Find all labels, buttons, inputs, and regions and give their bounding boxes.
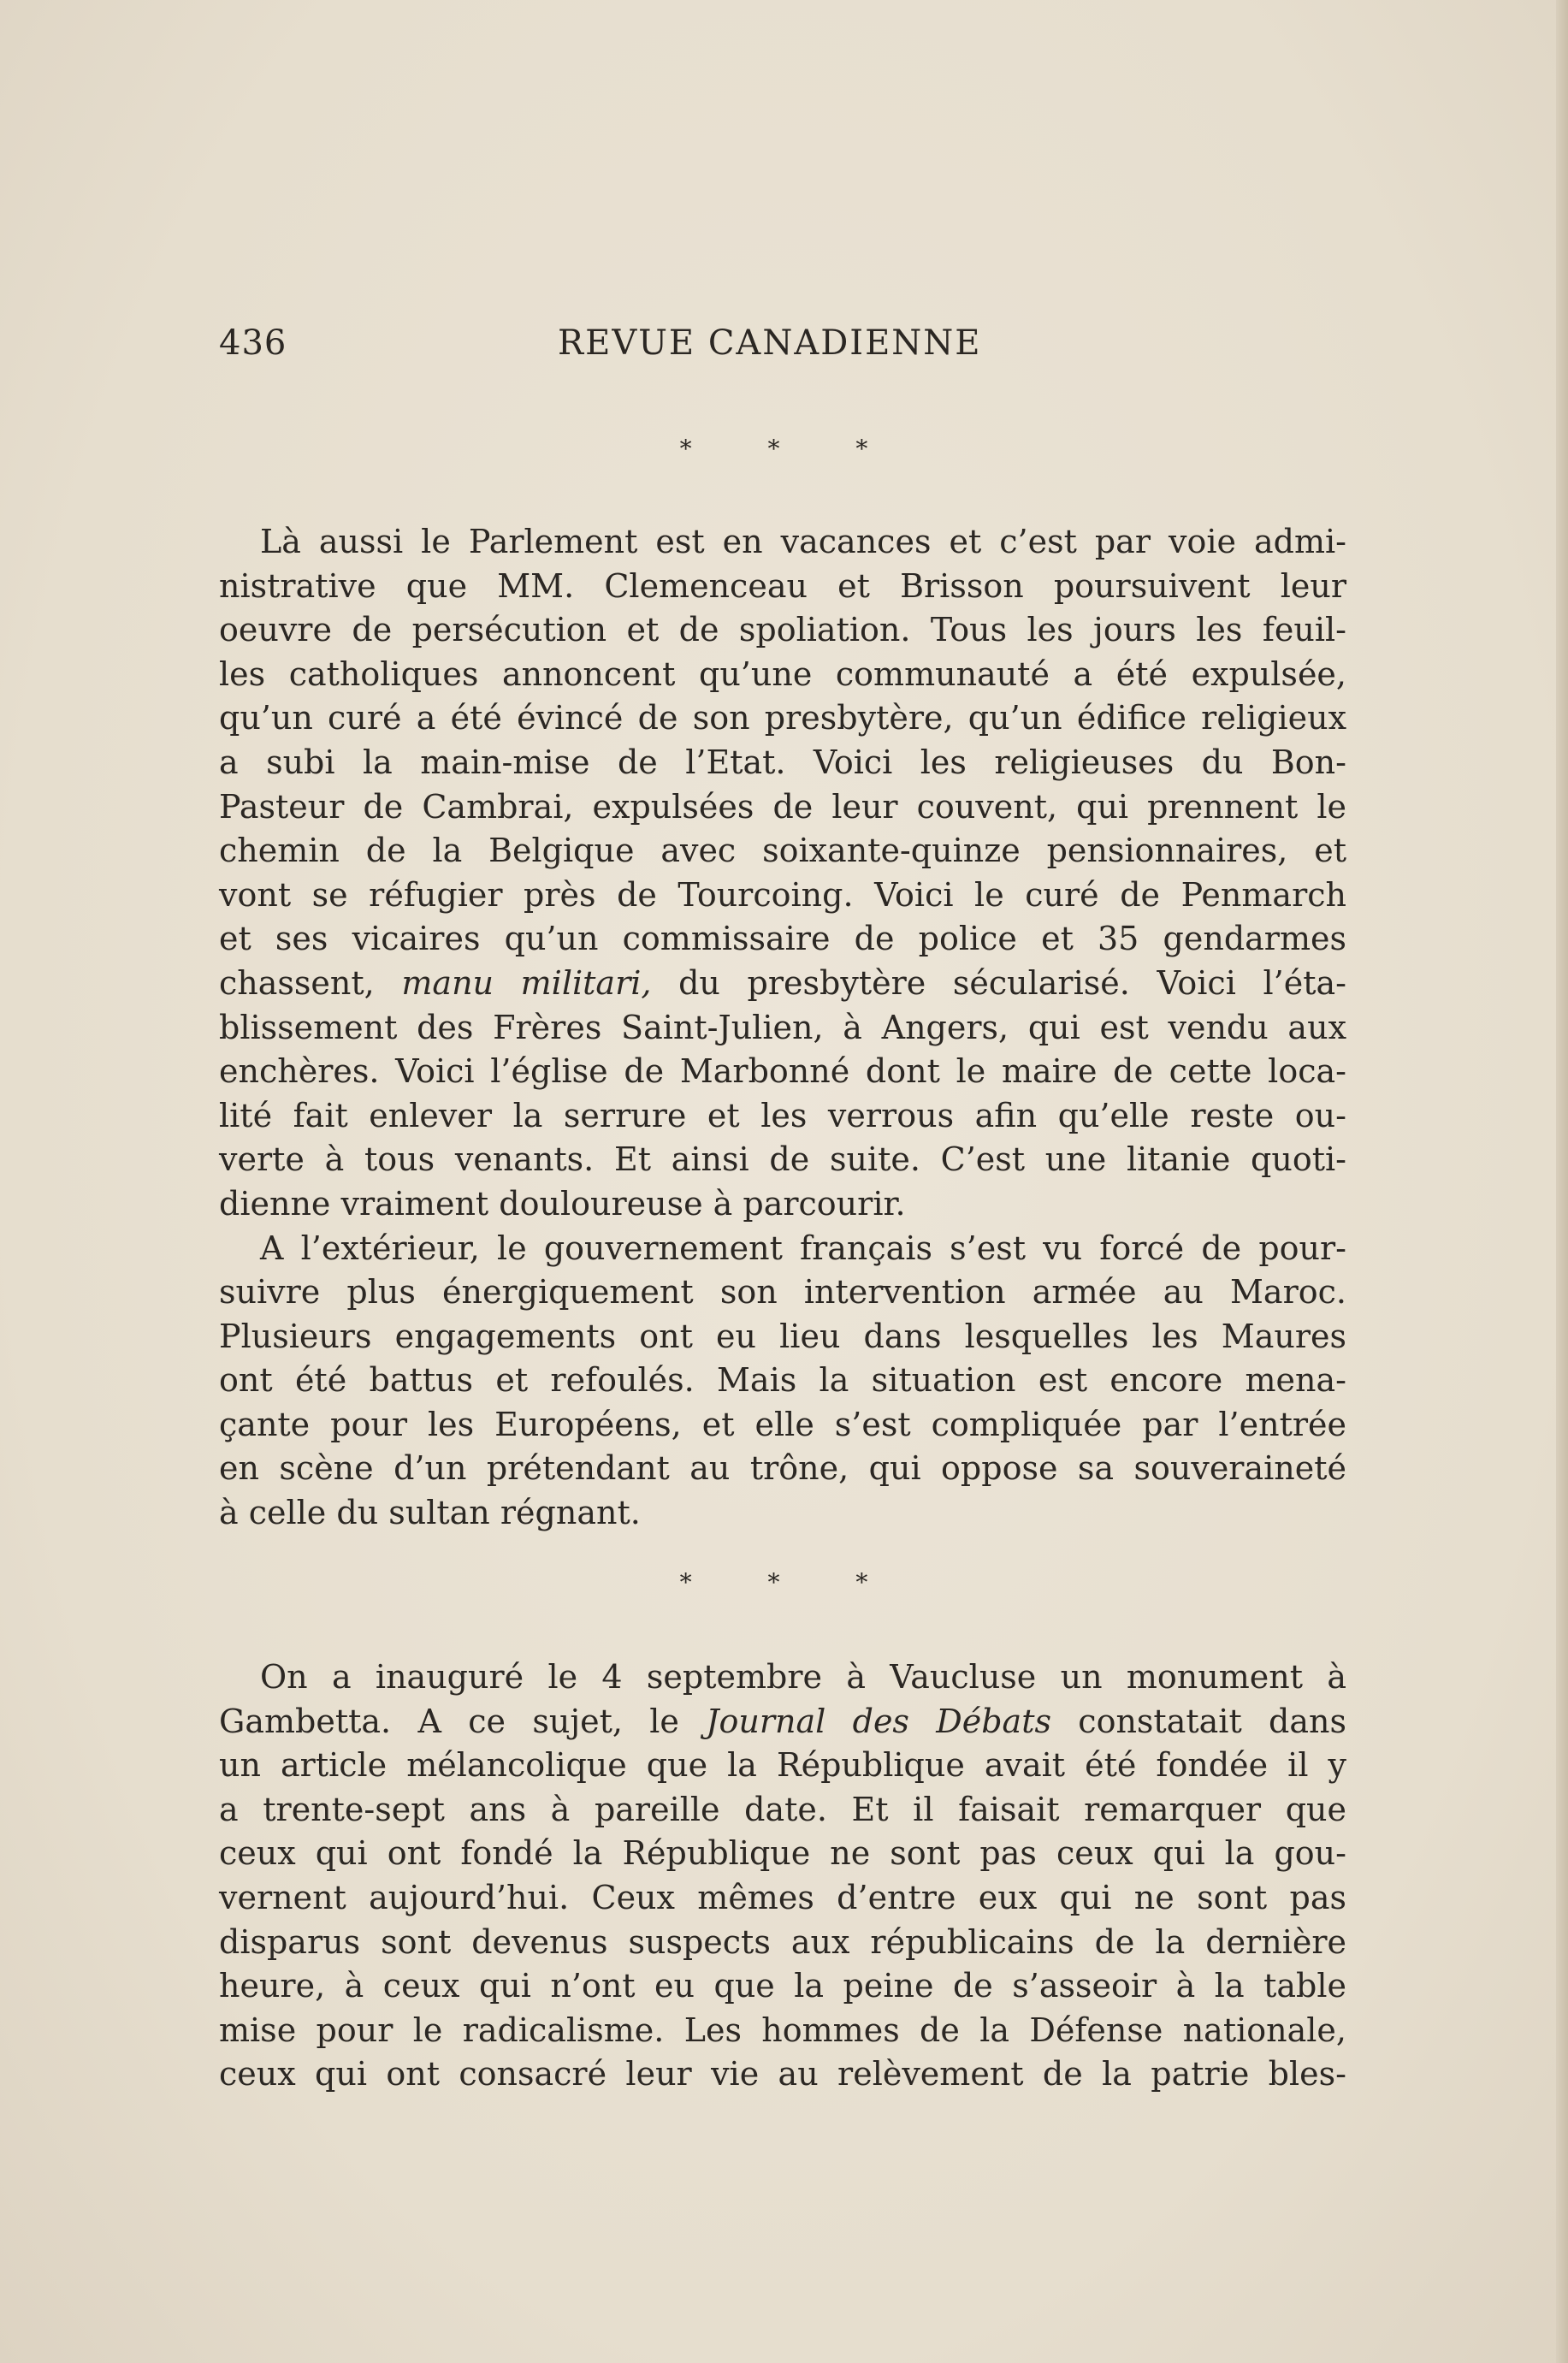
paragraph [219,520,1346,1227]
text-run: chassent, [219,963,402,1002]
text-line: ont été battus et refoulés. Mais la situation est encore mena- [219,1361,1346,1400]
running-title: REVUE CANADIENNE [558,323,982,363]
text-line: çante pour les Européens, et elle s’est compliquée par l’entrée [219,1405,1346,1443]
text-line: A l’extérieur, le gouvernement français s’est vu forcé de pour- [260,1229,1346,1267]
text-line: enchères. Voici l’église de Marbonné dont le maire de cette loca- [219,1052,1346,1091]
text-line: vont se réfugier près de Tourcoing. Voici le curé de Penmarch [219,875,1346,914]
page-number: 436 [219,323,287,363]
text-line: un article mélancolique que la République avait été fondée il y [219,1746,1346,1785]
text-run: Gambetta. A ce sujet, le [219,1702,707,1740]
text-line: verte à tous venants. Et ainsi de suite. C’est une litanie quoti- [219,1140,1346,1179]
text-line: suivre plus énergiquement son intervention armée au Maroc. [219,1273,1346,1312]
text-line: disparus sont devenus suspects aux républicains de la dernière [219,1922,1346,1961]
text-line: lité fait enlever la serrure et les verrous afin qu’elle reste ou- [219,1096,1346,1134]
text-line: à celle du sultan régnant. [219,1494,641,1532]
text-line: et ses vicaires qu’un commissaire de police et 35 gendarmes [219,920,1346,958]
page-edge [1556,0,1568,2363]
paragraph [219,1227,1346,1536]
italic-phrase: manu militari, [401,963,652,1002]
text-line-mixed [219,962,1346,1006]
text-line: ceux qui ont consacré leur vie au relèvement de la patrie bles- [219,2055,1346,2094]
text-line: a subi la main-mise de l’Etat. Voici les religieuses du Bon- [219,743,1346,781]
section-separator: * * * [679,1568,902,1596]
text-line: On a inauguré le 4 septembre à Vaucluse un monument à [260,1658,1346,1696]
text-line: chemin de la Belgique avec soixante-quinze pensionnaires, et [219,832,1346,870]
text-line: en scène d’un prétendant au trône, qui oppose sa souveraineté [219,1449,1346,1488]
text-line: heure, à ceux qui n’ont eu que la peine de s’asseoir à la table [219,1967,1346,2005]
text-line: dienne vraiment douloureuse à parcourir. [219,1184,906,1223]
text-line: vernent aujourd’hui. Ceux mêmes d’entre eux qui ne sont pas [219,1878,1346,1916]
section-separator: * * * [679,435,902,463]
text-line-mixed [219,1700,1346,1744]
text-line: a trente-sept ans à pareille date. Et il faisait remarquer que [219,1790,1346,1828]
text-line: Pasteur de Cambrai, expulsées de leur couvent, qui prennent le [219,787,1346,826]
text-line: oeuvre de persécution et de spoliation. Tous les jours les feuil- [219,611,1346,649]
text-run: constatait dans [1050,1702,1346,1740]
section-2-text [219,1655,1346,2097]
section-1-text [219,520,1346,1536]
text-line: Plusieurs engagements ont eu lieu dans lesquelles les Maures [219,1317,1346,1355]
text-line: ceux qui ont fondé la République ne sont pas ceux qui la gou- [219,1834,1346,1873]
text-line: blissement des Frères Saint-Julien, à Angers, qui est vendu aux [219,1008,1346,1046]
paragraph [219,1655,1346,2097]
text-line: nistrative que MM. Clemenceau et Brisson poursuivent leur [219,566,1346,605]
text-line: mise pour le radicalisme. Les hommes de la Défense nationale, [219,2011,1346,2049]
page-header [219,323,1348,375]
text-run: du presbytère sécularisé. Voici l’éta- [651,963,1346,1002]
text-line: les catholiques annoncent qu’une communauté a été expulsée, [219,654,1346,693]
italic-title: Journal des Débats [706,1702,1051,1740]
text-line: Là aussi le Parlement est en vacances et c’est par voie admi- [260,523,1346,560]
text-line: qu’un curé a été évincé de son presbytère, qu’un édifice religieux [219,699,1346,737]
